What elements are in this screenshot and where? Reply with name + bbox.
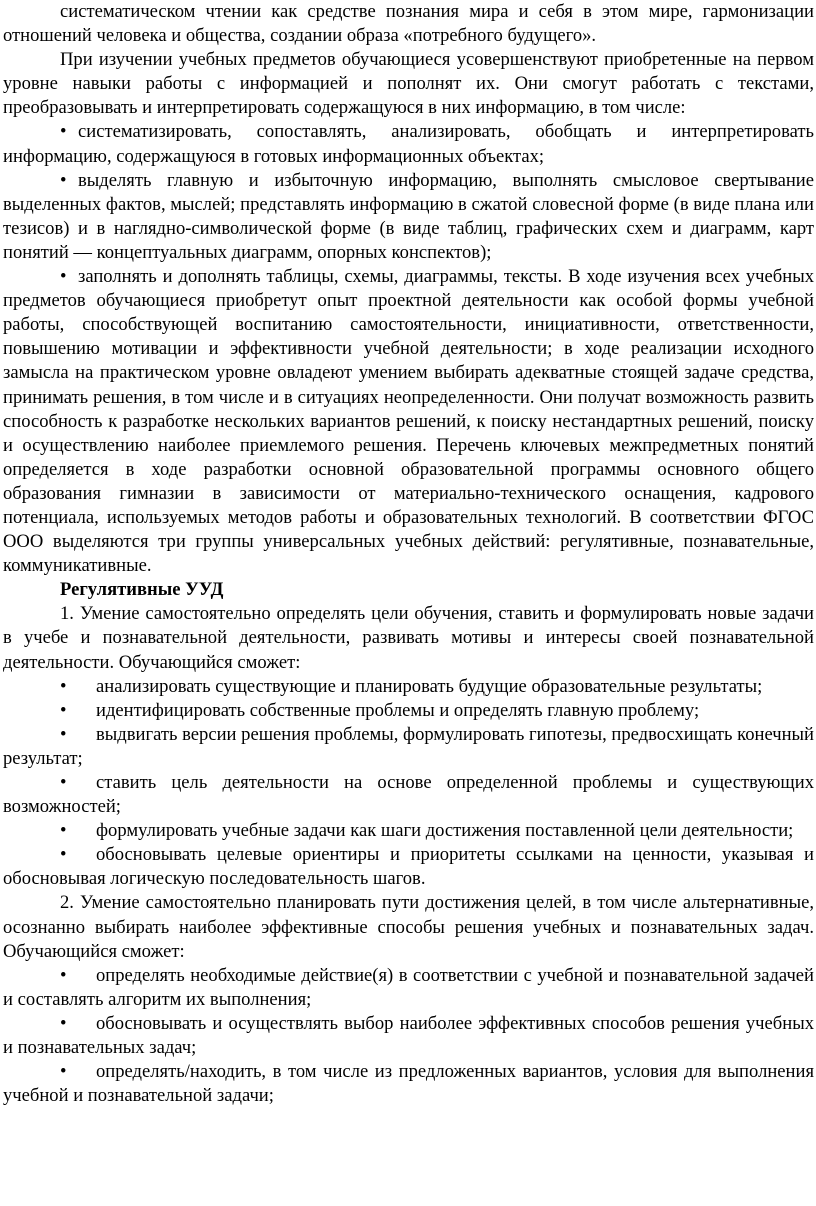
list-item (3, 699, 814, 723)
list-item (3, 265, 814, 578)
list-item (3, 1060, 814, 1108)
list-item-text: ставить цель деятельности на основе определенной проблемы и существующих возможностей; (3, 772, 814, 818)
list-item-text: выделять главную и избыточную информацию, выполнять смысловое свертывание выделенных фактов, мыслей; представлять информацию в сжатой словесной форме (в виде плана или тезисов) и в наглядно-символической форме (в виде таблиц, графических схем и диаграмм, карт понятий — концептуальных диаграмм, опорных конспектов); (3, 169, 814, 263)
list-item (3, 120, 814, 168)
list-item-text: анализировать существующие и планировать будущие образовательные результаты; (96, 675, 763, 697)
paragraph-skill-2: 2. Умение самостоятельно планировать пути достижения целей, в том числе альтернативные, осознанно выбирать наиболее эффективные способы решения учебных и познавательных задач. Обучающийся сможет: (3, 892, 814, 962)
list-item-text: выдвигать версии решения проблемы, формулировать гипотезы, предвосхищать конечный результат; (3, 723, 814, 769)
list-item (3, 964, 814, 1012)
bullet-icon: • (60, 844, 67, 866)
list-item (3, 843, 814, 891)
list-item-text: определять/находить, в том числе из предложенных вариантов, условия для выполнения учебной и познавательной задачи; (3, 1061, 814, 1107)
list-item-text: обосновывать целевые ориентиры и приоритеты ссылками на ценности, указывая и обосновывая логическую последовательность шагов. (3, 844, 814, 890)
bullet-icon: • (60, 266, 67, 288)
bullet-icon: • (60, 699, 67, 721)
list-item (3, 1012, 814, 1060)
bullet-icon: • (60, 964, 67, 986)
list-item-text: определять необходимые действие(я) в соответствии с учебной и познавательной задачей и составлять алгоритм их выполнения; (3, 964, 814, 1010)
list-item (3, 771, 814, 819)
list-item (3, 675, 814, 699)
bullet-icon: • (60, 121, 67, 143)
list-item (3, 169, 814, 265)
paragraph-skill-1: 1. Умение самостоятельно определять цели обучения, ставить и формулировать новые задачи в учебе и познавательной деятельности, развивать мотивы и интересы своей познавательной деятельности. Обучающийся сможет: (3, 603, 814, 673)
list-item-text: систематизировать, сопоставлять, анализировать, обобщать и интерпретировать информацию, содержащуюся в готовых информационных объектах; (3, 121, 814, 167)
list-item-text: идентифицировать собственные проблемы и определять главную проблему; (96, 699, 700, 721)
bullet-icon: • (60, 169, 67, 191)
bullet-icon: • (60, 1061, 67, 1083)
list-item-text: обосновывать и осуществлять выбор наиболее эффективных способов решения учебных и познавательных задач; (3, 1012, 814, 1059)
section-heading: Регулятивные УУД (60, 579, 224, 601)
bullet-icon: • (60, 1012, 67, 1034)
bullet-icon: • (60, 723, 67, 745)
paragraph-info-skills: При изучении учебных предметов обучающиеся усовершенствуют приобретенные на первом уровне навыки работы с информацией и пополнят их. Они смогут работать с текстами, преобразовывать и интерпретировать содержащуюся в них информацию, в том числе: (3, 49, 814, 119)
list-item-text: заполнять и дополнять таблицы, схемы, диаграммы, тексты. В ходе изучения всех учебных предметов обучающиеся приобретут опыт проектной деятельности как особой формы учебной работы, способствующей воспитанию самостоятельности, инициативности, ответственности, повышению мотивации и эффективности учебной деятельности; в ходе реализации исходного замысла на практическом уровне овладеют умением выбирать адекватные стоящей задаче средства, принимать решения, в том числе и в ситуациях неопределенности. Они получат возможность развить способность к разработке нескольких вариантов решений, к поиску нестандартных решений, поиску и осуществлению наиболее приемлемого решения. Перечень ключевых межпредметных понятий определяется в ходе разработки основной образовательной программы основного общего образования гимназии в зависимости от материально-технического оснащения, кадрового потенциала, используемых методов работы и образовательных технологий. В соответствии ФГОС ООО выделяются три группы универсальных учебных действий: регулятивные, познавательные, коммуникативные. (3, 266, 814, 577)
list-item (3, 819, 814, 843)
list-item (3, 723, 814, 771)
bullet-icon: • (60, 820, 67, 842)
bullet-icon: • (60, 772, 67, 793)
list-item-text: формулировать учебные задачи как шаги достижения поставленной цели деятельности; (96, 820, 794, 842)
paragraph-continued: систематическом чтении как средстве познания мира и себя в этом мире, гармонизации отношений человека и общества, создании образа «потребного будущего». (3, 1, 814, 47)
bullet-icon: • (60, 675, 67, 697)
